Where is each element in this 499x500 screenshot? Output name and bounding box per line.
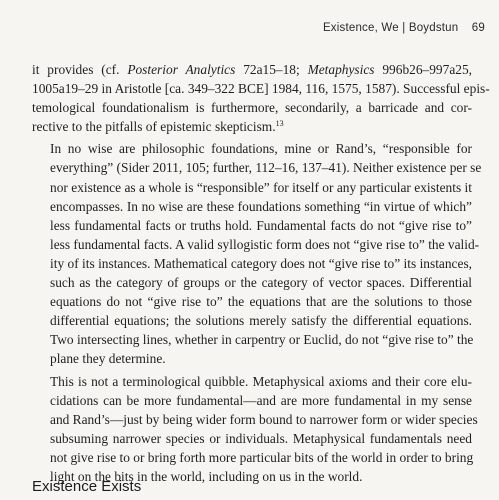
running-head-separator: | bbox=[402, 22, 406, 34]
citation-title: Metaphysics bbox=[307, 62, 375, 77]
paragraph-line: ity of its instances. Mathematical category does not “give rise to” its instances, bbox=[50, 255, 472, 271]
paragraph-1 bbox=[32, 60, 490, 136]
section-heading: Existence Exists bbox=[32, 478, 142, 495]
paragraph-line: everything” (Sider 2011, 105; further, 112–16, 137–41). Neither existence per se bbox=[50, 160, 482, 176]
paragraph-1-line-2: 1005a19–29 in Aristotle [ca. 349–322 BCE] 1984, 116, 1575, 1587). Successful epis- bbox=[32, 81, 490, 97]
running-head bbox=[323, 22, 485, 34]
paragraph-line: such as the category of groups or the category of vector spaces. Differential bbox=[50, 275, 472, 291]
paragraph-line: plane they determine. bbox=[50, 351, 166, 367]
paragraph-1-line-4 bbox=[32, 117, 472, 136]
paragraph-1-line-3: temological foundationalism is furthermore, secondarily, a barricade and cor- bbox=[32, 100, 472, 116]
paragraph-line: less fundamental facts. A valid syllogistic form does not “give rise to” the valid- bbox=[50, 236, 480, 252]
running-head-title: Existence, We bbox=[322, 22, 399, 34]
paragraph-line: In no wise are philosophic foundations, mine or Rand’s, “responsible for bbox=[50, 141, 472, 157]
paragraph-line: light on the bits in the world, including on us in the world. bbox=[50, 468, 363, 484]
citation-title: Posterior Analytics bbox=[127, 62, 236, 77]
text-run: 996b26–997a25, bbox=[374, 62, 472, 77]
paragraph-line: encompasses. In no wise are these foundations something “in virtue of which” bbox=[50, 198, 472, 214]
paragraph-line: Two intersecting lines, whether in carpentry or Euclid, do not “give rise to” the bbox=[50, 332, 474, 348]
paragraph-line: cidations can be more fundamental—and are more fundamental in my sense bbox=[50, 392, 472, 408]
paragraph-1-line-1 bbox=[32, 60, 472, 79]
footnote-reference[interactable]: 13 bbox=[275, 119, 284, 129]
text-run: it provides (cf. bbox=[32, 62, 128, 77]
paragraph-line: This is not a terminological quibble. Metaphysical axioms and their core elu- bbox=[50, 373, 472, 389]
paragraph-line: less fundamental facts or truths hold. Fundamental facts do not “give rise to” bbox=[50, 217, 472, 233]
paragraph-line: subsuming narrower species or individuals. Metaphysical fundamentals need bbox=[50, 430, 472, 446]
text-run: rective to the pitfalls of epistemic skepticism. bbox=[32, 119, 276, 135]
paragraph-2 bbox=[32, 139, 482, 368]
paragraph-line: differential equations; the solutions merely satisfy the differential equations. bbox=[50, 313, 472, 329]
page-number: 69 bbox=[471, 22, 485, 34]
text-run: 72a15–18; bbox=[235, 62, 308, 77]
running-head-author: Boydstun bbox=[408, 22, 459, 34]
paragraph-line: not give rise to or bring forth more particular bits of the world in order to bring bbox=[50, 449, 474, 465]
paragraph-line: nor existence as a whole is “responsible” for itself or any particular existents it bbox=[50, 179, 472, 195]
body-text bbox=[32, 60, 490, 486]
paragraph-3 bbox=[32, 372, 478, 487]
paragraph-line: equations do not “give rise to” the equations that are the solutions to those bbox=[50, 294, 472, 310]
paragraph-line: and Rand’s—just by being wider form bound to narrower form or wider species bbox=[50, 411, 478, 427]
